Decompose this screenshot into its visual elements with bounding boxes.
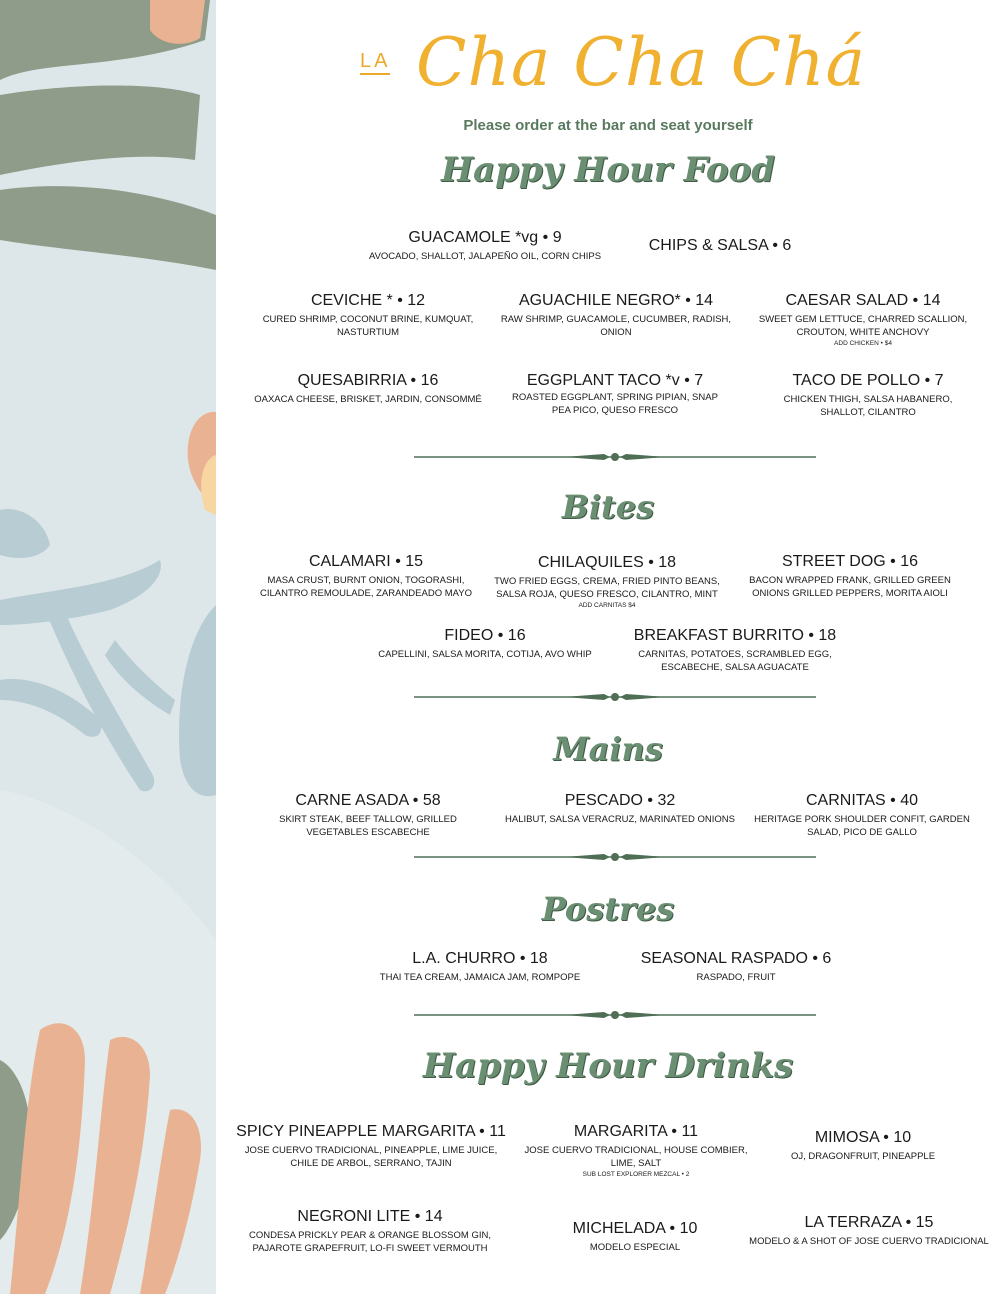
item-name: CHIPS & SALSA • 6 bbox=[648, 237, 792, 254]
item-name: L.A. CHURRO • 18 bbox=[412, 950, 548, 967]
menu-item bbox=[250, 291, 486, 339]
item-name: MIMOSA • 10 bbox=[814, 1129, 912, 1146]
menu-item bbox=[252, 552, 480, 600]
menu-item bbox=[770, 371, 966, 419]
item-name: CAESAR SALAD • 14 bbox=[785, 292, 941, 309]
menu-item bbox=[540, 1219, 730, 1254]
menu-item bbox=[630, 236, 810, 256]
section-title-postres: Postres bbox=[541, 890, 675, 928]
tagline: Please order at the bar and seat yourself bbox=[463, 117, 753, 134]
item-name: TACO DE POLLO • 7 bbox=[792, 372, 944, 389]
section-title-mains: Mains bbox=[553, 730, 663, 768]
item-description: TWO FRIED EGGS, CREMA, FRIED PINTO BEANS, SALSA ROJA, QUESO FRESCO, CILANTRO, MINT bbox=[494, 576, 720, 600]
item-addon: ADD CARNITAS $4 bbox=[578, 602, 636, 609]
blue-leaf-shape bbox=[0, 560, 161, 625]
item-description: BACON WRAPPED FRANK, GRILLED GREEN ONIONS GRILLED PEPPERS, MORITA AIOLI bbox=[749, 575, 951, 599]
section-divider bbox=[414, 692, 816, 702]
item-description: JOSE CUERVO TRADICIONAL, PINEAPPLE, LIME JUICE, CHILE DE ARBOL, SERRANO, TAJIN bbox=[244, 1145, 498, 1169]
item-name: NEGRONI LITE • 14 bbox=[297, 1208, 443, 1225]
item-description: HERITAGE PORK SHOULDER CONFIT, GARDEN SALAD, PICO DE GALLO bbox=[754, 814, 970, 838]
blue-leaf-shape bbox=[105, 640, 175, 715]
botanical-pattern bbox=[0, 0, 216, 1294]
item-name: AGUACHILE NEGRO* • 14 bbox=[518, 292, 714, 309]
item-description: MASA CRUST, BURNT ONION, TOGORASHI, CILANTRO REMOULADE, ZARANDEADO MAYO bbox=[259, 575, 473, 599]
item-name: GUACAMOLE *vg • 9 bbox=[408, 229, 562, 246]
item-description: AVOCADO, SHALLOT, JALAPEÑO OIL, CORN CHIPS bbox=[368, 251, 602, 262]
menu-item bbox=[370, 626, 600, 661]
menu-item bbox=[340, 228, 630, 263]
section-title-bites: Bites bbox=[561, 488, 655, 526]
section-title-happy-hour-drinks: Happy Hour Drinks bbox=[422, 1046, 794, 1086]
item-name: MARGARITA • 11 bbox=[573, 1123, 699, 1140]
menu-item bbox=[620, 626, 850, 674]
item-name: CHILAQUILES • 18 bbox=[537, 554, 677, 571]
item-description: OAXACA CHEESE, BRISKET, JARDIN, CONSOMMÉ bbox=[254, 394, 482, 405]
item-description: CAPELLINI, SALSA MORITA, COTIJA, AVO WHIP bbox=[378, 649, 592, 660]
item-description: CHICKEN THIGH, SALSA HABANERO, SHALLOT, CILANTRO bbox=[783, 394, 953, 418]
item-name: LA TERRAZA • 15 bbox=[804, 1214, 934, 1231]
item-addon: ADD CHICKEN • $4 bbox=[834, 340, 892, 347]
item-description: CONDESA PRICKLY PEAR & ORANGE BLOSSOM GIN, PAJAROTE GRAPEFRUIT, LO-FI SWEET VERMOUTH bbox=[249, 1230, 491, 1254]
blue-leaf-shape bbox=[179, 605, 216, 796]
item-name: CARNE ASADA • 58 bbox=[295, 792, 441, 809]
section-title-happy-hour-food: Happy Hour Food bbox=[441, 150, 775, 190]
menu-item bbox=[520, 1122, 752, 1180]
menu-item bbox=[492, 553, 722, 611]
menu-item bbox=[746, 1213, 992, 1248]
menu-item bbox=[502, 791, 738, 826]
menu-item bbox=[236, 1207, 504, 1255]
item-name: CEVICHE * • 12 bbox=[310, 292, 426, 309]
item-name: MICHELADA • 10 bbox=[572, 1220, 698, 1237]
item-name: PESCADO • 32 bbox=[564, 792, 676, 809]
menu-item bbox=[248, 371, 488, 406]
item-addon: SUB LOST EXPLORER MEZCAL • 2 bbox=[582, 1171, 690, 1178]
item-description: CURED SHRIMP, COCONUT BRINE, KUMQUAT, NASTURTIUM bbox=[262, 314, 474, 338]
logo-title: Cha Cha Chá bbox=[416, 24, 867, 101]
menu-item bbox=[730, 552, 970, 600]
item-name: EGGPLANT TACO *v • 7 bbox=[526, 372, 704, 389]
logo-prefix: LA bbox=[360, 50, 390, 75]
item-description: CARNITAS, POTATOES, SCRAMBLED EGG, ESCABECHE, SALSA AGUACATE bbox=[638, 649, 832, 673]
section-divider bbox=[414, 452, 816, 462]
item-name: FIDEO • 16 bbox=[444, 627, 526, 644]
menu-item bbox=[360, 949, 600, 984]
menu-item bbox=[505, 371, 725, 417]
item-description: SWEET GEM LETTUCE, CHARRED SCALLION, CROUTON, WHITE ANCHOVY bbox=[758, 314, 968, 338]
item-name: STREET DOG • 16 bbox=[781, 553, 918, 570]
blue-leaf-shape bbox=[0, 509, 50, 558]
item-name: CALAMARI • 15 bbox=[308, 553, 424, 570]
item-description: MODELO ESPECIAL bbox=[589, 1242, 681, 1253]
item-name: CARNITAS • 40 bbox=[806, 792, 918, 809]
item-description: OJ, DRAGONFRUIT, PINEAPPLE bbox=[790, 1151, 936, 1162]
menu-item bbox=[770, 1128, 956, 1163]
menu-item bbox=[250, 791, 486, 839]
item-description: ROASTED EGGPLANT, SPRING PIPIAN, SNAP PEA PICO, QUESO FRESCO bbox=[512, 392, 718, 416]
sage-leaf-shape bbox=[0, 86, 200, 175]
item-name: BREAKFAST BURRITO • 18 bbox=[633, 627, 837, 644]
section-divider bbox=[414, 1010, 816, 1020]
menu-item bbox=[636, 949, 836, 984]
item-name: SEASONAL RASPADO • 6 bbox=[640, 950, 832, 967]
section-divider bbox=[414, 852, 816, 862]
item-description: JOSE CUERVO TRADICIONAL, HOUSE COMBIER, LIME, SALT bbox=[524, 1145, 748, 1169]
item-name: SPICY PINEAPPLE MARGARITA • 11 bbox=[236, 1123, 506, 1140]
item-description: MODELO & A SHOT OF JOSE CUERVO TRADICIONAL bbox=[749, 1236, 989, 1247]
menu-item bbox=[752, 791, 972, 839]
item-description: RAW SHRIMP, GUACAMOLE, CUCUMBER, RADISH, ONION bbox=[500, 314, 732, 338]
item-description: HALIBUT, SALSA VERACRUZ, MARINATED ONIONS bbox=[505, 814, 735, 825]
item-name: QUESABIRRIA • 16 bbox=[297, 372, 439, 389]
menu-item bbox=[496, 291, 736, 339]
item-description: THAI TEA CREAM, JAMAICA JAM, ROMPOPE bbox=[379, 972, 581, 983]
peach-blob-shape bbox=[150, 0, 205, 44]
decorative-side-panel bbox=[0, 0, 216, 1294]
sage-leaf-shape bbox=[0, 186, 216, 270]
menu-item bbox=[232, 1122, 510, 1170]
item-description: RASPADO, FRUIT bbox=[696, 972, 776, 983]
menu-item bbox=[752, 291, 974, 349]
item-description: SKIRT STEAK, BEEF TALLOW, GRILLED VEGETABLES ESCABECHE bbox=[279, 814, 457, 838]
